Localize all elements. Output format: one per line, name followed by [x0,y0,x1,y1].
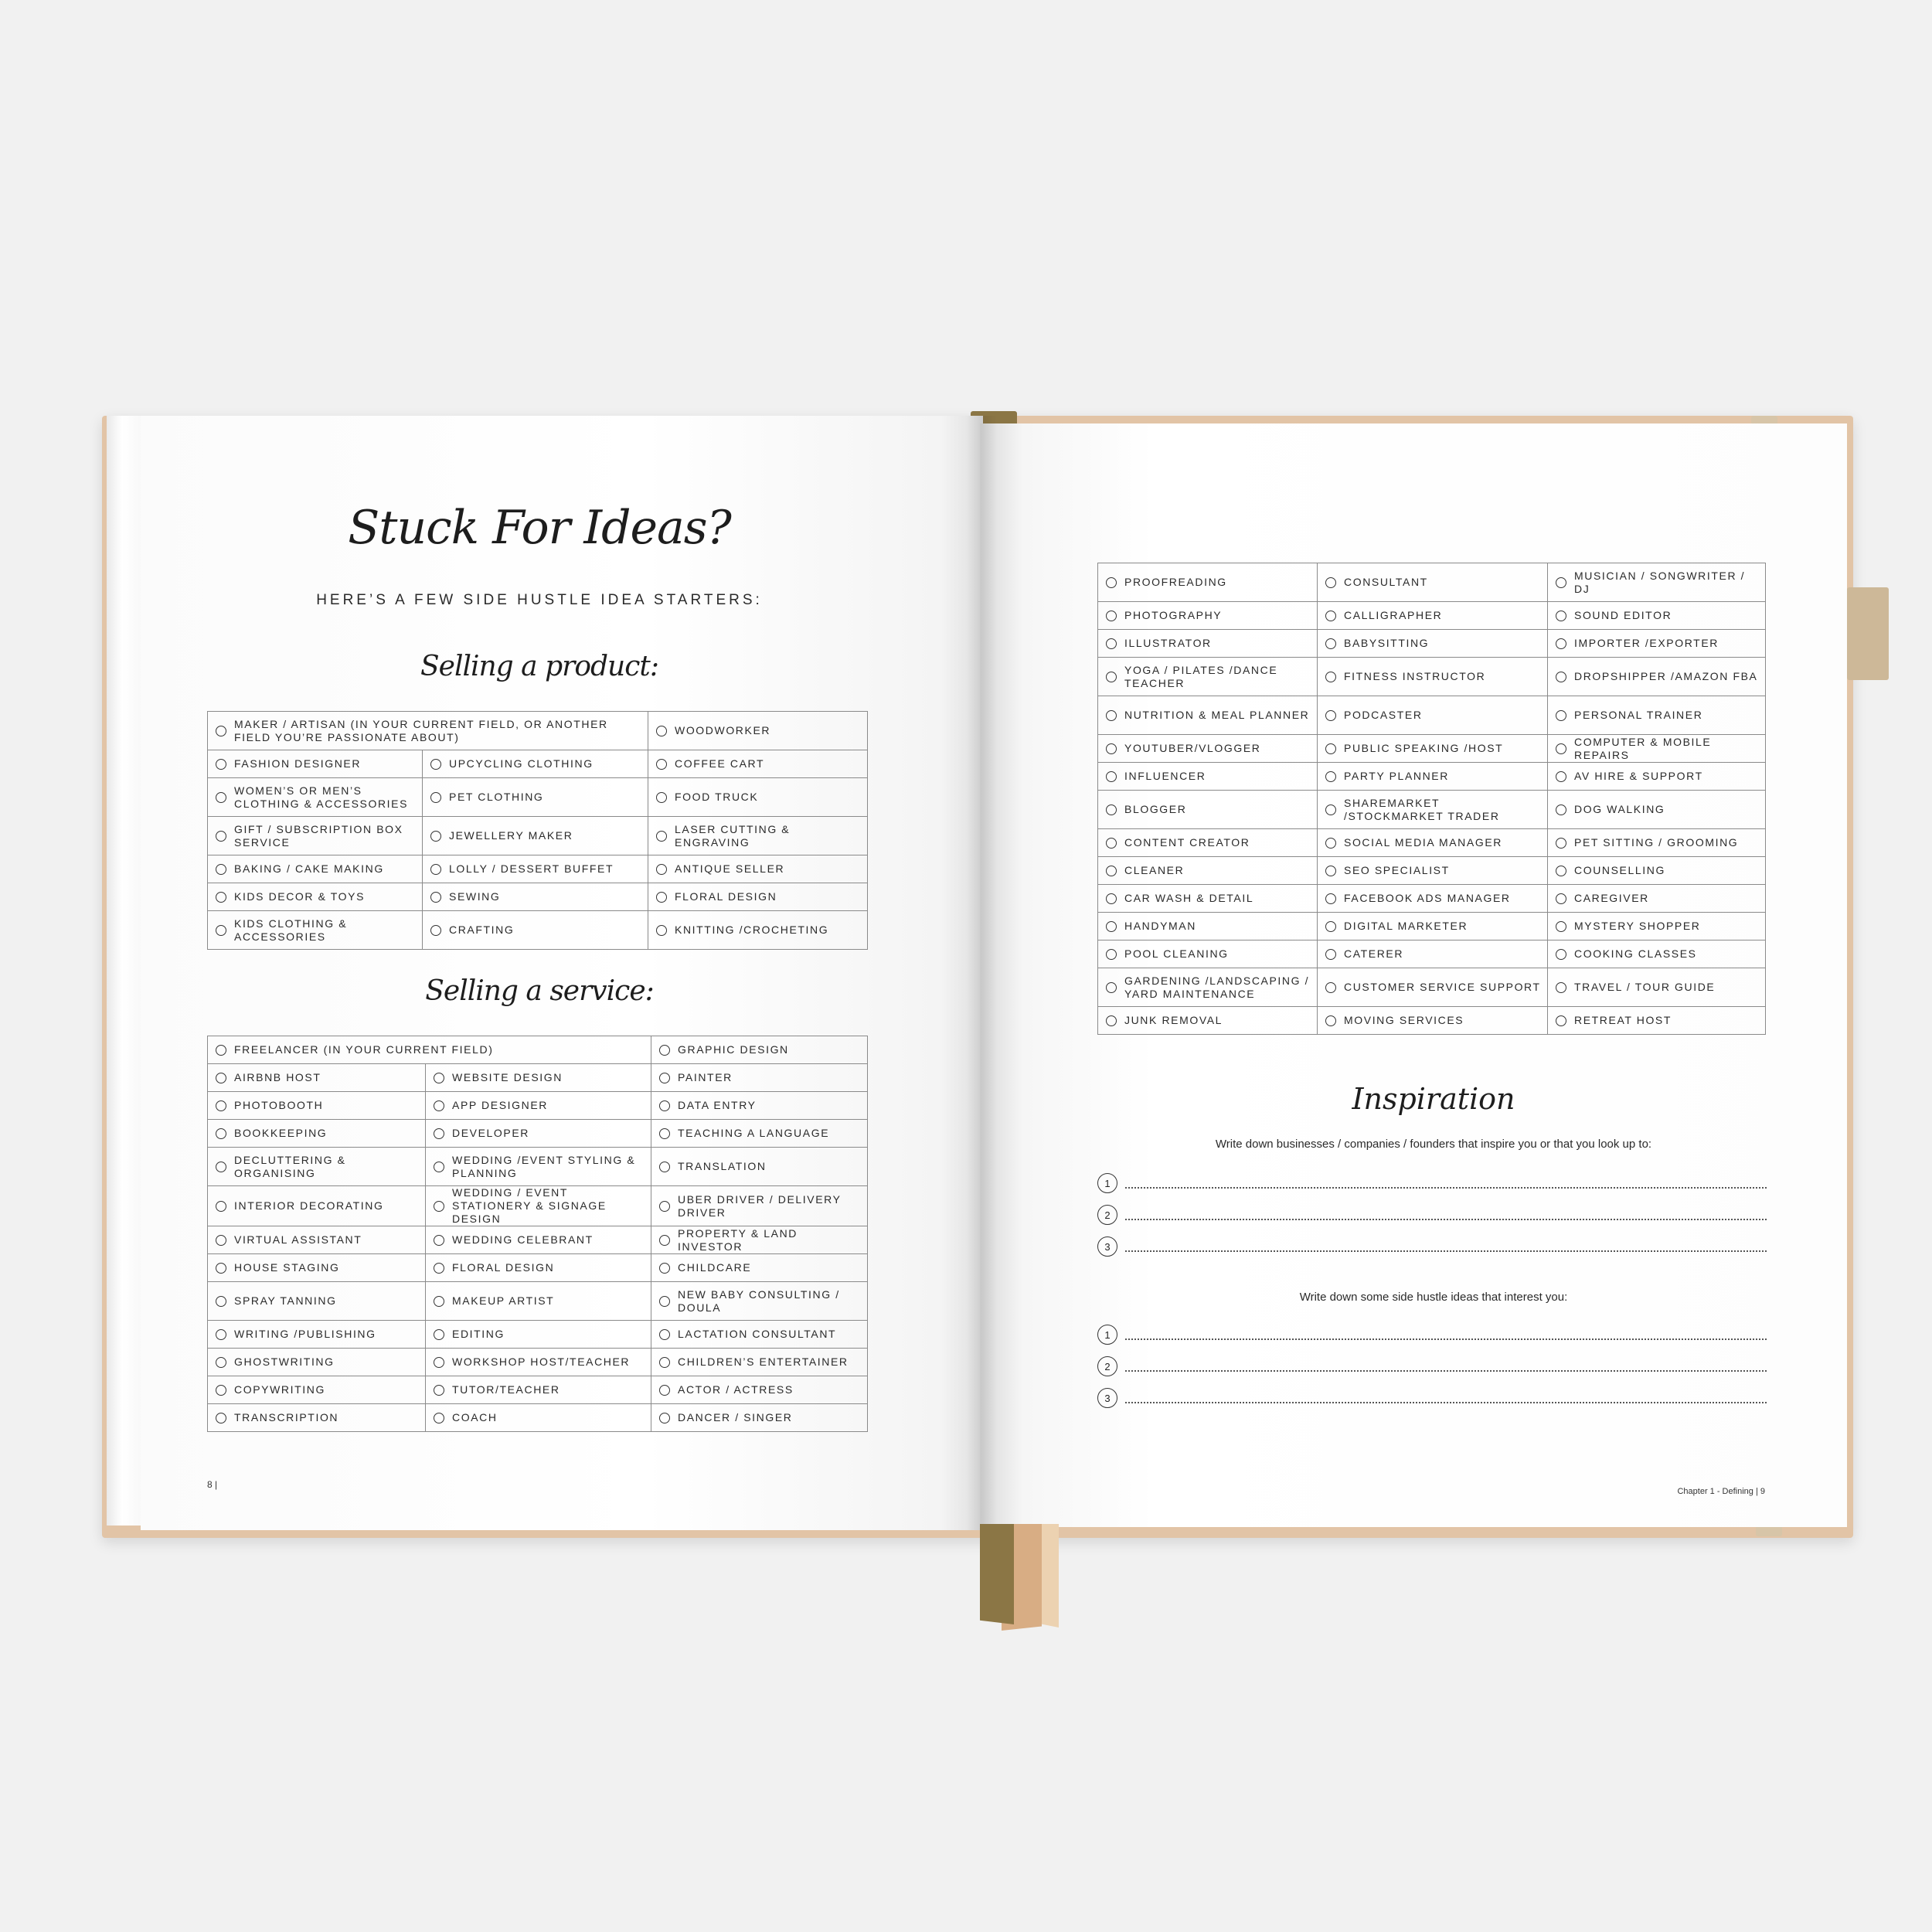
checkbox-circle[interactable] [430,759,441,770]
checkbox-circle[interactable] [1556,710,1566,721]
number-badge: 1 [1097,1173,1117,1193]
dotted-write-line[interactable] [1125,1218,1767,1220]
idea-label: WEBSITE DESIGN [452,1071,563,1083]
table-row [1098,735,1766,763]
checkbox-circle[interactable] [216,1235,226,1246]
checkbox-circle[interactable] [1106,893,1117,904]
checkbox-circle[interactable] [1325,743,1336,754]
idea-label: PROPERTY & LAND INVESTOR [678,1226,798,1253]
checkbox-circle[interactable] [1325,1015,1336,1026]
ideas-line-1[interactable] [1097,1321,1767,1345]
idea-label: FLORAL DESIGN [675,890,777,903]
checkbox-circle[interactable] [1556,982,1566,993]
checkbox-circle[interactable] [656,759,667,770]
checkbox-circle[interactable] [659,1413,670,1423]
table-row [1098,563,1766,602]
number-badge: 3 [1097,1236,1117,1257]
idea-label: MOVING SERVICES [1344,1014,1464,1026]
table-row [208,1376,868,1404]
checkbox-circle[interactable] [1325,710,1336,721]
table-row [208,1349,868,1376]
spine-shadow [966,416,997,1530]
checkbox-circle[interactable] [434,1413,444,1423]
idea-label: JEWELLERY MAKER [449,829,573,842]
table-row [1098,913,1766,940]
idea-label: FREELANCER (IN YOUR CURRENT FIELD) [234,1043,494,1056]
idea-label: PHOTOGRAPHY [1124,609,1223,621]
service-ideas-table [207,1036,868,1432]
idea-label: ILLUSTRATOR [1124,637,1212,649]
idea-label: TRAVEL / TOUR GUIDE [1574,981,1716,993]
checkbox-circle[interactable] [1106,638,1117,649]
checkbox-circle[interactable] [434,1128,444,1139]
idea-label: PERSONAL TRAINER [1574,709,1703,721]
idea-label: CALLIGRAPHER [1344,609,1443,621]
idea-label: MUSICIAN / SONGWRITER / DJ [1574,569,1746,595]
table-row [208,883,868,911]
idea-label: MYSTERY SHOPPER [1574,920,1701,932]
checkbox-circle[interactable] [1106,672,1117,682]
checkbox-circle[interactable] [216,792,226,803]
idea-label: DIGITAL MARKETER [1344,920,1468,932]
inspiration-line-2[interactable] [1097,1202,1767,1225]
idea-label: KIDS DECOR & TOYS [234,890,366,903]
checkbox-circle[interactable] [659,1162,670,1172]
idea-label: GHOSTWRITING [234,1355,335,1368]
checkbox-circle[interactable] [1556,672,1566,682]
checkbox-circle[interactable] [1106,982,1117,993]
page-block-edge [107,416,145,1526]
idea-label: JUNK REMOVAL [1124,1014,1223,1026]
checkbox-circle[interactable] [434,1263,444,1274]
checkbox-circle[interactable] [1106,710,1117,721]
checkbox-circle[interactable] [1556,804,1566,815]
checkbox-circle[interactable] [656,831,667,842]
idea-label: CAREGIVER [1574,892,1649,904]
checkbox-circle[interactable] [1106,577,1117,588]
table-row [1098,885,1766,913]
idea-label: TRANSLATION [678,1160,767,1172]
idea-label: CHILDREN’S ENTERTAINER [678,1355,849,1368]
table-row [1098,829,1766,857]
idea-label: TEACHING A LANGUAGE [678,1127,830,1139]
checkbox-circle[interactable] [434,1235,444,1246]
idea-label: HANDYMAN [1124,920,1196,932]
inspiration-line-3[interactable] [1097,1233,1767,1257]
idea-label: DOG WALKING [1574,803,1665,815]
idea-label: COFFEE CART [675,757,765,770]
table-row [1098,602,1766,630]
ribbon-olive[interactable] [980,1524,1014,1624]
checkbox-circle[interactable] [434,1329,444,1340]
checkbox-circle[interactable] [1106,949,1117,960]
idea-label: COPYWRITING [234,1383,325,1396]
table-row [208,778,868,817]
idea-label: SHAREMARKET /STOCKMARKET TRADER [1344,796,1500,822]
idea-label: WOMEN’S OR MEN’S CLOTHING & ACCESSORIES [234,784,409,810]
checkbox-circle[interactable] [216,892,226,903]
idea-label: PHOTOBOOTH [234,1099,324,1111]
idea-label: MAKER / ARTISAN (IN YOUR CURRENT FIELD, OR ANOTHER FIELD YOU’RE PASSIONATE ABOUT) [234,717,608,743]
table-row [208,1036,868,1064]
table-row [1098,658,1766,696]
idea-label: DROPSHIPPER /AMAZON FBA [1574,670,1758,682]
checkbox-circle[interactable] [659,1385,670,1396]
page-title: Stuck For Ideas? [348,501,731,555]
checkbox-circle[interactable] [659,1201,670,1212]
checkbox-circle[interactable] [434,1201,444,1212]
ideas-line-2[interactable] [1097,1353,1767,1376]
idea-label: AV HIRE & SUPPORT [1574,770,1703,782]
idea-label: CONTENT CREATOR [1124,836,1250,849]
inspiration-heading: Inspiration [1352,1082,1515,1116]
idea-label: COMPUTER & MOBILE REPAIRS [1574,735,1712,761]
table-row [208,1226,868,1254]
checkbox-circle[interactable] [1106,771,1117,782]
table-row [208,1321,868,1349]
idea-label: BLOGGER [1124,803,1187,815]
table-row [208,1282,868,1321]
dotted-write-line[interactable] [1125,1338,1767,1340]
idea-label: PET CLOTHING [449,791,544,803]
product-heading: Selling a product: [420,651,658,682]
idea-label: VIRTUAL ASSISTANT [234,1233,362,1246]
checkbox-circle[interactable] [659,1045,670,1056]
idea-label: MAKEUP ARTIST [452,1294,555,1307]
checkbox-circle[interactable] [216,726,226,736]
table-row [208,911,868,950]
checkbox-circle[interactable] [430,925,441,936]
table-row [208,712,868,750]
checkbox-circle[interactable] [1325,771,1336,782]
idea-label: SEO SPECIALIST [1344,864,1450,876]
table-row [208,817,868,855]
idea-label: LACTATION CONSULTANT [678,1328,837,1340]
checkbox-circle[interactable] [1325,866,1336,876]
idea-label: PODCASTER [1344,709,1423,721]
idea-label: SPRAY TANNING [234,1294,337,1307]
checkbox-circle[interactable] [656,726,667,736]
checkbox-circle[interactable] [1325,982,1336,993]
checkbox-circle[interactable] [656,864,667,875]
checkbox-circle[interactable] [1556,866,1566,876]
table-row [208,1092,868,1120]
checkbox-circle[interactable] [1325,672,1336,682]
idea-label: COUNSELLING [1574,864,1665,876]
idea-label: SOCIAL MEDIA MANAGER [1344,836,1502,849]
checkbox-circle[interactable] [216,1100,226,1111]
table-row [208,1148,868,1186]
checkbox-circle[interactable] [656,792,667,803]
checkbox-circle[interactable] [1106,921,1117,932]
checkbox-circle[interactable] [216,759,226,770]
checkbox-circle[interactable] [1106,866,1117,876]
table-row [1098,857,1766,885]
idea-label: FACEBOOK ADS MANAGER [1344,892,1511,904]
idea-label: ANTIQUE SELLER [675,862,785,875]
checkbox-circle[interactable] [434,1162,444,1172]
idea-label: KNITTING /CROCHETING [675,923,829,936]
checkbox-circle[interactable] [656,892,667,903]
idea-label: YOUTUBER/VLOGGER [1124,742,1261,754]
checkbox-circle[interactable] [216,1296,226,1307]
page-subtitle: HERE’S A FEW SIDE HUSTLE IDEA STARTERS: [316,592,763,608]
checkbox-circle[interactable] [1106,1015,1117,1026]
table-row [208,1120,868,1148]
checkbox-circle[interactable] [1556,921,1566,932]
checkbox-circle[interactable] [1556,743,1566,754]
idea-label: BOOKKEEPING [234,1127,328,1139]
idea-label: PAINTER [678,1071,733,1083]
checkbox-circle[interactable] [1325,893,1336,904]
checkbox-circle[interactable] [216,1413,226,1423]
idea-label: LOLLY / DESSERT BUFFET [449,862,614,875]
checkbox-circle[interactable] [434,1296,444,1307]
inspiration-line-1[interactable] [1097,1170,1767,1193]
ideas-prompt: Write down some side hustle ideas that interest you: [1299,1291,1568,1304]
idea-label: WRITING /PUBLISHING [234,1328,376,1340]
idea-label: DECLUTTERING & ORGANISING [234,1153,346,1179]
idea-label: ACTOR / ACTRESS [678,1383,794,1396]
idea-label: PET SITTING / GROOMING [1574,836,1739,849]
table-row [208,1186,868,1226]
more-ideas-table [1097,563,1766,1035]
checkbox-circle[interactable] [216,1162,226,1172]
checkbox-circle[interactable] [434,1073,444,1083]
idea-label: UBER DRIVER / DELIVERY DRIVER [678,1192,842,1219]
idea-label: IMPORTER /EXPORTER [1574,637,1719,649]
checkbox-circle[interactable] [1325,577,1336,588]
idea-label: WORKSHOP HOST/TEACHER [452,1355,631,1368]
idea-label: NUTRITION & MEAL PLANNER [1124,709,1310,721]
checkbox-circle[interactable] [1556,893,1566,904]
checkbox-circle[interactable] [1556,577,1566,588]
idea-label: CONSULTANT [1344,576,1428,588]
checkbox-circle[interactable] [216,864,226,875]
checkbox-circle[interactable] [659,1357,670,1368]
checkbox-circle[interactable] [1556,771,1566,782]
checkbox-circle[interactable] [659,1263,670,1274]
table-row [1098,1007,1766,1035]
checkbox-circle[interactable] [1325,921,1336,932]
checkbox-circle[interactable] [216,925,226,936]
ideas-line-3[interactable] [1097,1385,1767,1408]
table-row [208,1254,868,1282]
table-row [208,855,868,883]
checkbox-circle[interactable] [1556,1015,1566,1026]
checkbox-circle[interactable] [430,864,441,875]
table-row [1098,791,1766,829]
idea-label: PARTY PLANNER [1344,770,1449,782]
table-row [1098,968,1766,1007]
idea-label: UPCYCLING CLOTHING [449,757,594,770]
checkbox-circle[interactable] [434,1385,444,1396]
idea-label: CAR WASH & DETAIL [1124,892,1254,904]
idea-label: PROOFREADING [1124,576,1227,588]
dotted-write-line[interactable] [1125,1401,1767,1403]
idea-label: CHILDCARE [678,1261,752,1274]
idea-label: COACH [452,1411,498,1423]
idea-label: TRANSCRIPTION [234,1411,339,1423]
checkbox-circle[interactable] [430,792,441,803]
idea-label: DATA ENTRY [678,1099,757,1111]
checkbox-circle[interactable] [1325,804,1336,815]
checkbox-circle[interactable] [1556,838,1566,849]
idea-label: WEDDING /EVENT STYLING & PLANNING [452,1153,636,1179]
idea-label: WOODWORKER [675,724,771,736]
table-row [1098,940,1766,968]
checkbox-circle[interactable] [659,1073,670,1083]
idea-label: EDITING [452,1328,505,1340]
idea-label: FASHION DESIGNER [234,757,362,770]
dotted-write-line[interactable] [1125,1250,1767,1252]
idea-label: DEVELOPER [452,1127,529,1139]
checkbox-circle[interactable] [216,1128,226,1139]
checkbox-circle[interactable] [1556,949,1566,960]
idea-label: GARDENING /LANDSCAPING / YARD MAINTENANCE [1124,974,1310,1000]
idea-label: SEWING [449,890,501,903]
checkbox-circle[interactable] [659,1128,670,1139]
checkbox-circle[interactable] [216,1073,226,1083]
checkbox-circle[interactable] [1325,638,1336,649]
right-page-footer: Chapter 1 - Defining | 9 [1677,1487,1765,1496]
inspiration-prompt: Write down businesses / companies / founders that inspire you or that you look up to: [1215,1138,1652,1151]
checkbox-circle[interactable] [216,1263,226,1274]
checkbox-circle[interactable] [1556,638,1566,649]
service-heading: Selling a service: [425,975,654,1007]
checkbox-circle[interactable] [659,1100,670,1111]
left-page-number: 8 | [207,1479,218,1490]
checkbox-circle[interactable] [216,831,226,842]
number-badge: 3 [1097,1388,1117,1408]
idea-label: BAKING / CAKE MAKING [234,862,384,875]
idea-label: INTERIOR DECORATING [234,1199,384,1212]
checkbox-circle[interactable] [434,1100,444,1111]
product-ideas-table [207,711,868,950]
checkbox-circle[interactable] [1106,743,1117,754]
idea-label: CUSTOMER SERVICE SUPPORT [1344,981,1541,993]
idea-label: KIDS CLOTHING & ACCESSORIES [234,917,348,943]
checkbox-circle[interactable] [216,1385,226,1396]
checkbox-circle[interactable] [216,1201,226,1212]
checkbox-circle[interactable] [659,1235,670,1246]
number-badge: 1 [1097,1325,1117,1345]
checkbox-circle[interactable] [1556,611,1566,621]
table-row [1098,763,1766,791]
checkbox-circle[interactable] [430,892,441,903]
idea-label: LASER CUTTING & ENGRAVING [675,822,791,849]
idea-label: HOUSE STAGING [234,1261,340,1274]
idea-label: FOOD TRUCK [675,791,759,803]
dotted-write-line[interactable] [1125,1186,1767,1189]
checkbox-circle[interactable] [216,1357,226,1368]
checkbox-circle[interactable] [216,1045,226,1056]
idea-label: FITNESS INSTRUCTOR [1344,670,1486,682]
idea-label: NEW BABY CONSULTING / DOULA [678,1287,840,1314]
table-row [208,1064,868,1092]
table-row [208,750,868,778]
checkbox-circle[interactable] [659,1296,670,1307]
idea-label: CATERER [1344,947,1404,960]
checkbox-circle[interactable] [216,1329,226,1340]
idea-label: GIFT / SUBSCRIPTION BOX SERVICE [234,822,403,849]
idea-label: COOKING CLASSES [1574,947,1697,960]
idea-label: SOUND EDITOR [1574,609,1672,621]
checkbox-circle[interactable] [434,1357,444,1368]
idea-label: WEDDING CELEBRANT [452,1233,594,1246]
idea-label: WEDDING / EVENT STATIONERY & SIGNAGE DESIGN [452,1186,607,1225]
checkbox-circle[interactable] [1325,611,1336,621]
idea-label: INFLUENCER [1124,770,1206,782]
idea-label: DANCER / SINGER [678,1411,793,1423]
idea-label: PUBLIC SPEAKING /HOST [1344,742,1504,754]
idea-label: GRAPHIC DESIGN [678,1043,789,1056]
idea-label: TUTOR/TEACHER [452,1383,560,1396]
idea-label: RETREAT HOST [1574,1014,1672,1026]
checkbox-circle[interactable] [430,831,441,842]
checkbox-circle[interactable] [1106,611,1117,621]
number-badge: 2 [1097,1356,1117,1376]
idea-label: APP DESIGNER [452,1099,548,1111]
table-row [208,1404,868,1432]
idea-label: BABYSITTING [1344,637,1430,649]
idea-label: CRAFTING [449,923,515,936]
checkbox-circle[interactable] [659,1329,670,1340]
idea-label: YOGA / PILATES /DANCE TEACHER [1124,663,1278,689]
elastic-band [1847,587,1889,680]
dotted-write-line[interactable] [1125,1369,1767,1372]
idea-label: POOL CLEANING [1124,947,1229,960]
checkbox-circle[interactable] [1106,838,1117,849]
checkbox-circle[interactable] [1106,804,1117,815]
checkbox-circle[interactable] [1325,838,1336,849]
table-row [1098,630,1766,658]
idea-label: FLORAL DESIGN [452,1261,555,1274]
checkbox-circle[interactable] [1325,949,1336,960]
number-badge: 2 [1097,1205,1117,1225]
idea-label: CLEANER [1124,864,1185,876]
idea-label: AIRBNB HOST [234,1071,321,1083]
checkbox-circle[interactable] [656,925,667,936]
table-row [1098,696,1766,735]
